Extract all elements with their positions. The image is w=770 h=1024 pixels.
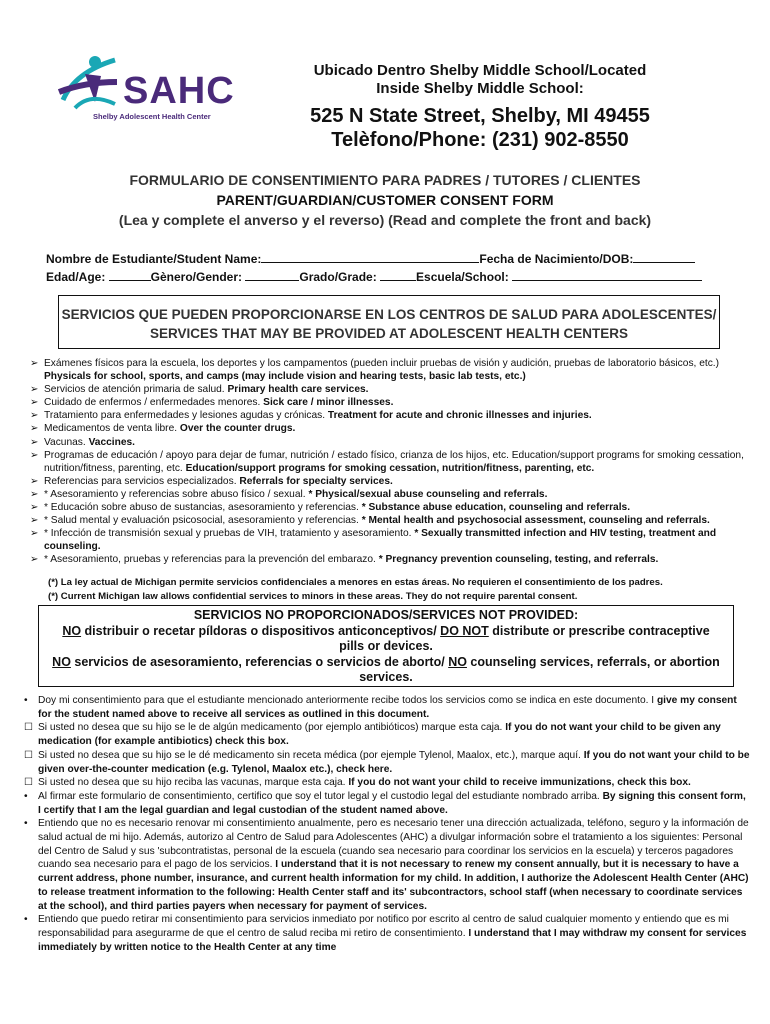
list-item xyxy=(24,776,750,790)
not-provided-line-3 xyxy=(39,655,733,671)
services-heading-2: SERVICES THAT MAY BE PROVIDED AT ADOLESCENT HEALTH CENTERS xyxy=(149,326,629,341)
service-es: Referencias para servicios especializados. xyxy=(44,475,240,487)
list-item xyxy=(30,488,750,501)
consent-en: I understand that it is not necessary to renew my consent annually, but it is necessary to have a current address, phone number, insurance, and current health information for my child. In addition, I authorize the Adolescent Health Center (AHC) to release treatment information to the following: Health Center staff and its' subcontractors, school staff (when necessary to coordinate services at the school), and third parties payers when necessary for payment of services. xyxy=(38,859,749,912)
list-item xyxy=(24,694,750,721)
not-provided-line-1 xyxy=(39,624,733,640)
consent-list xyxy=(24,694,750,954)
confidential-note xyxy=(48,576,748,604)
arrow-bullet-icon: ➢ xyxy=(30,515,39,527)
not-provided-line-4: services. xyxy=(359,670,413,684)
form-titles xyxy=(0,170,770,230)
text: counseling services, referrals, or abortion xyxy=(466,654,720,669)
consent-en: give my consent for the student named above to receive all services as outlined in this document. xyxy=(38,695,737,720)
service-es: Programas de educación / apoyo para dejar de fumar, nutrición / estado físico, crianza de los hijos, etc. Education/support programs for smoking cessation, nutrition/fitness, parenting, etc. xyxy=(44,449,744,474)
consent-es: Entiendo que no es necesario renovar mi consentimiento anualmente, pero es necesario tener una dirección actualizada, teléfono, seguro y la información de salud actual de mi hijo. Además, autorizo al Centro de Salud para Adolescentes (AHC) a divulgar información sobre el tratamiento a los siguientes: Personal del Centro de Salud y sus 'subcontratistas, personal de la escuela (cuando sea necesario para coordinar los servicios en la escuela) y terceros pagadores cuando sea necesario para el pago de los servicios. xyxy=(38,818,749,871)
arrow-bullet-icon: ➢ xyxy=(30,410,39,422)
consent-es: Si usted no desea que su hijo se le de algún medicamento (por ejemplo antibióticos) marque esta caja. xyxy=(38,722,506,734)
list-item xyxy=(30,409,750,422)
list-item xyxy=(30,436,750,449)
service-es: * Educación sobre abuso de sustancias, asesoramiento y referencias. xyxy=(44,502,362,514)
location xyxy=(270,62,690,98)
service-en: Primary health care services. xyxy=(227,384,369,396)
consent-en: If you do not want your child to be given over-the-counter medication (e.g. Tylenol, Maalox etc.), check here. xyxy=(38,749,750,775)
service-en: * Sexually transmitted infection and HIV testing, treatment and counseling. xyxy=(44,528,717,553)
consent-en: By signing this consent form, I certify that I am the legal guardian and legal custodian of the student named above. xyxy=(38,790,746,816)
contact xyxy=(270,104,690,152)
arrow-bullet-icon: ➢ xyxy=(30,488,39,500)
list-item xyxy=(24,817,750,913)
fields-row-2 xyxy=(46,268,736,286)
grade-label: Grado/Grade: xyxy=(299,270,381,284)
list-item xyxy=(30,501,750,514)
arrow-bullet-icon: ➢ xyxy=(30,397,39,409)
location-line-2: Inside Shelby Middle School: xyxy=(376,80,584,97)
services-heading-1: SERVICIOS QUE PUEDEN PROPORCIONARSE EN LOS CENTROS DE SALUD PARA ADOLESCENTES/ xyxy=(61,307,717,322)
list-item xyxy=(30,527,750,553)
service-en: Vaccines. xyxy=(88,436,136,448)
note-english: (*) Current Michigan law allows confidential services to minors in these areas. They do not require parental consent. xyxy=(48,591,578,602)
service-en: * Pregnancy prevention counseling, testing, and referrals. xyxy=(378,554,659,566)
services-box xyxy=(58,295,720,349)
service-en: * Mental health and psychosocial assessment, counseling and referrals. xyxy=(361,515,710,527)
service-es: Vacunas. xyxy=(44,436,89,448)
list-item xyxy=(30,553,750,566)
service-es: Servicios de atención primaria de salud. xyxy=(44,384,228,396)
phone: Telèfono/Phone: (231) 902-8550 xyxy=(331,129,629,151)
consent-en: If you do not want your child to be given any medication (for example antibiotics) check this box. xyxy=(38,722,721,748)
list-item xyxy=(30,514,750,527)
dob-label: Fecha de Nacimiento/DOB: xyxy=(479,252,634,266)
gender-field[interactable] xyxy=(245,268,299,281)
sahc-logo xyxy=(55,52,235,124)
list-item xyxy=(30,475,750,488)
fields-row-1 xyxy=(46,250,736,268)
service-es: * Salud mental y evaluación psicosocial, asesoramiento y referencias. xyxy=(44,515,362,527)
bullet-icon: • xyxy=(24,695,28,706)
arrow-bullet-icon: ➢ xyxy=(30,423,39,435)
bullet-icon: • xyxy=(24,818,28,830)
not-provided-line-2: pills or devices. xyxy=(339,639,433,653)
consent-es: Si usted no desea que su hijo reciba las vacunas, marque esta caja. xyxy=(38,777,349,789)
no-word: NO xyxy=(62,623,82,638)
list-item xyxy=(30,422,750,435)
arrow-bullet-icon: ➢ xyxy=(30,384,39,396)
text: distribuir o recetar píldoras o dispositivos anticonceptivos/ xyxy=(81,623,441,638)
bullet-icon: • xyxy=(24,914,28,926)
bullet-icon: • xyxy=(24,790,28,802)
text: servicios de asesoramiento, referencias o servicios de aborto/ xyxy=(70,654,449,669)
do-not-word: DO NOT xyxy=(440,623,489,638)
service-en: Referrals for specialty services. xyxy=(239,475,393,487)
not-provided-title: SERVICIOS NO PROPORCIONADOS/SERVICES NOT PROVIDED: xyxy=(193,608,579,622)
service-en: Over the counter drugs. xyxy=(179,423,296,435)
student-name-label: Nombre de Estudiante/Student Name: xyxy=(46,252,262,266)
no-word: NO xyxy=(52,654,71,669)
age-label: Edad/Age: xyxy=(46,270,109,284)
service-es: Exámenes físicos para la escuela, los deportes y los campamentos (pueden incluir pruebas de visión y audición, pruebas de laboratorio básicos, etc.) xyxy=(44,358,720,369)
dob-field[interactable] xyxy=(633,250,695,263)
gender-label: Gènero/Gender: xyxy=(150,270,246,284)
service-es: Medicamentos de venta libre. xyxy=(44,423,180,435)
arrow-bullet-icon: ➢ xyxy=(30,528,39,540)
list-item xyxy=(24,721,750,748)
service-en: Physicals for school, sports, and camps (may include vision and hearing tests, basic lab tests, etc.) xyxy=(44,371,526,383)
school-label: Escuela/School: xyxy=(416,270,513,284)
service-en: * Substance abuse education, counseling and referrals. xyxy=(361,502,631,514)
no-word: NO xyxy=(448,654,467,669)
checkbox[interactable]: ☐ xyxy=(24,722,34,734)
service-en: Education/support programs for smoking cessation, nutrition/fitness, parenting, etc. xyxy=(185,462,595,474)
checkbox[interactable]: ☐ xyxy=(24,749,34,761)
location-line-1: Ubicado Dentro Shelby Middle School/Located xyxy=(313,62,647,79)
arrow-bullet-icon: ➢ xyxy=(30,475,39,487)
service-en: Treatment for acute and chronic illnesses and injuries. xyxy=(327,410,592,422)
list-item xyxy=(24,790,750,817)
grade-field[interactable] xyxy=(380,268,416,281)
figure-logo-icon xyxy=(55,52,125,112)
age-field[interactable] xyxy=(109,268,151,281)
service-es: * Asesoramiento, pruebas y referencias para la prevención del embarazo. xyxy=(44,554,379,566)
school-field[interactable] xyxy=(512,268,702,281)
service-es: * Asesoramiento y referencias sobre abuso físico / sexual. xyxy=(44,488,309,500)
arrow-bullet-icon: ➢ xyxy=(30,436,39,448)
consent-es: Entiendo que puedo retirar mi consentimiento para servicios inmediato por notifico por escrito al centro de salud cualquier momento y entiendo que es mi responsabilidad para asegurarme de que el centro de salud reciba mi retiro de consentimiento. xyxy=(38,914,729,939)
list-item xyxy=(24,913,750,954)
service-es: * Infección de transmisión sexual y pruebas de VIH, tratamiento y asesoramiento. xyxy=(44,528,415,540)
not-provided-box xyxy=(38,605,734,687)
consent-es: Al firmar este formulario de consentimiento, certifico que soy el tutor legal y el custodio legal del estudiante nombrado arriba. xyxy=(38,790,603,802)
services-list xyxy=(30,357,750,567)
text: distribute or prescribe contraceptive xyxy=(488,623,710,638)
title-instructions: (Lea y complete el anverso y el reverso) (Read and complete the front and back) xyxy=(118,212,652,228)
service-en: Sick care / minor illnesses. xyxy=(263,397,394,409)
service-en: * Physical/sexual abuse counseling and referrals. xyxy=(308,488,548,500)
student-fields xyxy=(46,250,736,286)
service-es: Cuidado de enfermos / enfermedades menores. xyxy=(44,397,264,409)
title-spanish: FORMULARIO DE CONSENTIMIENTO PARA PADRES / TUTORES / CLIENTES xyxy=(129,172,641,188)
consent-es: Si usted no desea que su hijo se le dé medicamento sin receta médica (por ejemple Tylenol, Maalox, etc.), marque aquí. xyxy=(38,749,584,761)
list-item xyxy=(30,357,750,383)
arrow-bullet-icon: ➢ xyxy=(30,554,39,566)
student-name-field[interactable] xyxy=(261,250,479,263)
consent-es: Doy mi consentimiento para que el estudiante mencionado anteriormente recibe todos los servicios como se indica en este documento. I xyxy=(38,695,657,706)
arrow-bullet-icon: ➢ xyxy=(30,358,39,369)
list-item xyxy=(24,749,750,776)
consent-en: I understand that I may withdraw my consent for services immediately by written notice to the Health Center at any time xyxy=(38,927,747,953)
arrow-bullet-icon: ➢ xyxy=(30,449,39,461)
logo-subtitle: Shelby Adolescent Health Center xyxy=(93,112,211,121)
header xyxy=(0,0,770,160)
arrow-bullet-icon: ➢ xyxy=(30,502,39,514)
address: 525 N State Street, Shelby, MI 49455 xyxy=(310,105,650,127)
note-spanish: (*) La ley actual de Michigan permite servicios confidenciales a menores en estas áreas. No requieren el consentimiento de los padres. xyxy=(48,577,663,588)
list-item xyxy=(30,383,750,396)
list-item xyxy=(30,449,750,475)
logo-name: SAHC xyxy=(123,70,235,112)
consent-en: If you do not want your child to receive immunizations, check this box. xyxy=(348,777,691,789)
checkbox[interactable]: ☐ xyxy=(24,777,34,789)
service-es: Tratamiento para enfermedades y lesiones agudas y crónicas. xyxy=(44,410,328,422)
title-english: PARENT/GUARDIAN/CUSTOMER CONSENT FORM xyxy=(216,192,554,208)
list-item xyxy=(30,396,750,409)
